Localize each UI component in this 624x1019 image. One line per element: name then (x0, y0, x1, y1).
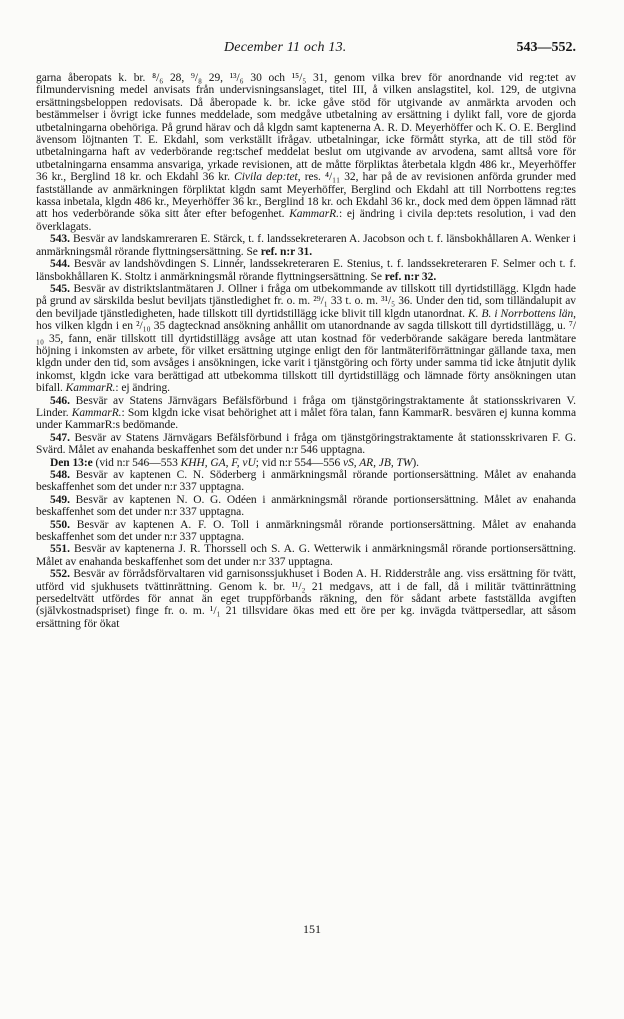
text-run: Besvär av kaptenerna J. R. Thorssell och S. A. G. Wetterwik i anmärkningsmål rörande portionsersättning. Målet av enahanda beskaffenhet som det under n:r 337 upptagna. (36, 543, 576, 568)
case-paragraph (36, 494, 576, 519)
text-run: Besvär av Statens Järnvägars Befälsförbund i fråga om tjänstgöringstraktamente åt stationsskrivaren F. G. Svärd. Målet av enahanda beskaffenhet som det under n:r 546 upptagna. (36, 431, 576, 457)
case-number: 552. (50, 568, 70, 581)
case-paragraph (36, 543, 576, 568)
case-number: 546. (50, 394, 70, 407)
case-number: 550. (50, 518, 70, 531)
text-run: Besvär av landshövdingen S. Linnér, landssekreteraren E. Stenius, t. f. landssekreteraren F. Selmer och t. f. länsbokhållaren K. Stoltz i anmärkningsmål rörande flyttningsersättning. Se (36, 258, 576, 283)
case-number: Den 13:e (50, 456, 93, 469)
text-run: , res. ⁴/₁₁ 32, har på de av revisionen anförda grunder med fastställande av anmärkningen förpliktat klgdn samt Meyerhöffer, Berglind och Ekdahl att till Norrbottens reg:tes kassa inbetala, klgdn 486 kr., Meyerhöffer 36 kr., Berglind 18 kr. och Ekdahl 36 kr., dock med dem öppen lämnad rätt att hos vederbörande söka sitt åter efter befogenhet. (36, 171, 577, 221)
continued-paragraph (36, 72, 576, 233)
case-paragraph (36, 568, 576, 630)
text-run: Besvär av kaptenen N. O. G. Odéen i anmärkningsmål rörande portionsersättning. Målet av enahanda beskaffenhet som det under n:r 337 upptagna. (36, 493, 576, 519)
running-header (36, 40, 576, 60)
text-run: ; vid n:r 554—556 (255, 456, 344, 469)
text-run: Besvär av landskamreraren E. Stärck, t. f. landssekreteraren A. Jacobson och t. f. länsbokhållaren A. Wenker i anmärkningsmål rörande flyttningsersättning. Se (36, 233, 576, 258)
header-page-range: 543—552. (516, 40, 576, 55)
italic-text: Civila dep:tet (234, 171, 298, 184)
case-number: 551. (50, 543, 70, 556)
text-run: (vid n:r 546—553 (92, 456, 181, 469)
text-run: Besvär av kaptenen C. N. Söderberg i anmärkningsmål rörande portionsersättning. Målet av enahanda beskaffenhet som det under n:r 337 upptagna. (36, 469, 576, 494)
italic-text: KammarR. (71, 406, 122, 419)
case-number: 547. (50, 431, 70, 444)
text-run: Besvär av Statens Järnvägars Befälsförbund i fråga om tjänstgöringstraktamente åt stationsskrivaren V. Linder. (36, 394, 576, 419)
text-run: : ej ändring i civila dep:tets resolution, i vad den överklagats. (36, 208, 576, 233)
case-paragraph (36, 233, 576, 258)
case-number: 543. (50, 233, 70, 246)
text-run: ). (412, 456, 419, 469)
case-number: 545. (50, 282, 70, 295)
text-run: Besvär av förrådsförvaltaren vid garnisonssjukhuset i Boden A. H. Ridderstråle ang. viss ersättning för tvätt, utförd vid sjukhusets tvättinrättning. Genom k. br. ¹¹/₂ 21 medgavs, att i de fall, då i militär tvättinrättning persedeltvätt utfördes för annat än eget truppförbands räkning, den för sådant arbete fastställda avgiften (självkostnadspriset) finge fr. o. m. ¹/₁ 21 tillsvidare ökas med ett öre per kg. invägda tvättpersedlar, att såsom ersättning för ökat (36, 568, 576, 630)
case-number: 549. (50, 493, 70, 506)
text-run: Besvär av kaptenen A. F. O. Toll i anmärkningsmål rörande portionsersättning. Målet av enahanda beskaffenhet som det under n:r 337 upptagna. (36, 518, 576, 544)
case-paragraph (36, 258, 576, 283)
case-paragraph (36, 395, 576, 432)
text-run: Besvär av distriktslantmätaren J. Ollner i fråga om utbekommande av tillskott till dyrtidstillägg. Klgdn hade på grund av särskilda beslut beviljats tjänstledighet fr. o. m. ²⁹/₁ 33 t. o. m. ³¹/₅ 36. Under den tid, som tilländalupit av den beviljade tjänstledigheten, hade tillskott till dyrtidstillägg icke blivit till klgdn utanordnat. (36, 282, 576, 320)
italic-text: vS, AR, JB, TW (343, 456, 413, 469)
italic-text: KHH, GA, F, vU (180, 456, 256, 469)
text-run: : Som klgdn icke visat behörighet att i målet föra talan, fann KammarR. besvären ej kunna komma under KammarR:s bedömande. (36, 406, 576, 432)
body-text (36, 72, 576, 630)
italic-text: KammarR. (65, 382, 116, 395)
header-title: December 11 och 13. (224, 40, 347, 55)
case-paragraph (36, 519, 576, 544)
reference-link: ref. n:r 31. (260, 245, 313, 258)
case-paragraph (36, 432, 576, 457)
italic-text: K. B. i Norrbottens län (467, 307, 574, 320)
case-paragraph (36, 469, 576, 494)
case-number: 544. (50, 258, 70, 271)
case-number: 548. (50, 469, 70, 481)
text-run: garna åberopats k. br. ⁸/₆ 28, ⁹/₈ 29, ¹³/₆ 30 och ¹⁵/₅ 31, genom vilka brev för anordnande vid reg:tet av filmundervisning medel anvisats från undervisningsanslaget, titel III, å vilken anslagstitel, kol. 129, de utgivna ersättningsbeloppen redovisats. Då åberopade k. br. icke gåve stöd för utgivande av anmärkta arvoden och bestämmelser i övrigt icke funnes meddelade, som medgåve utbetalning av ersättning i dylikt fall, vore de gjorda utbetalningarna obehöriga. På grund härav och då klgdn samt kaptenerna A. R. D. Meyerhöffer och K. O. E. Berglind ävensom löjtnanten T. E. Ekdahl, som verkställt ifrågav. utbetalningar, icke förmått styrka, att de till stöd för utbetalningarna haft av vederbörande reg:tschef meddelat beslut om utgivande av arvodena, samt alltså vore för utbetalningarna ensamma ansvariga, yrkade revisionen, att de måtte förpliktas återbetala klgdn 486 kr., Meyerhöffer 36 kr., Berglind 18 kr. och Ekdahl 36 kr. (36, 72, 576, 184)
case-paragraph (36, 283, 576, 395)
page-number: 151 (303, 922, 321, 936)
reference-link: ref. n:r 32. (384, 270, 437, 283)
text-run: , hos vilken klgdn i en ²/₁₀ 35 dagtecknad ansökning anhållit om utanordnande av sagda tillskott till dyrtidstillägg, u. ⁷/₁₀ 35, fann, enär tillskott till dyrtidstillägg avsåge att utan kostnad för vederbörande sakägare bereda lantmätare höjning i inkomsten av arbete, för vilket ersättning utginge enligt den för lantmäteriförrättningar gällande taxa, men klgdn under den tid, som avsåges i ansökningen, icke varit i tjänstgöring och förty under samma tid icke åtnjutit dylik inkomst, klgdn icke vara berättigad att utbekomma tillskott till dyrtidstillägg och lämnade förty ansökningen utan bifall. (36, 307, 576, 395)
case-paragraph (36, 457, 576, 469)
italic-text: KammarR. (289, 208, 339, 221)
text-run: : ej ändring. (115, 382, 170, 395)
